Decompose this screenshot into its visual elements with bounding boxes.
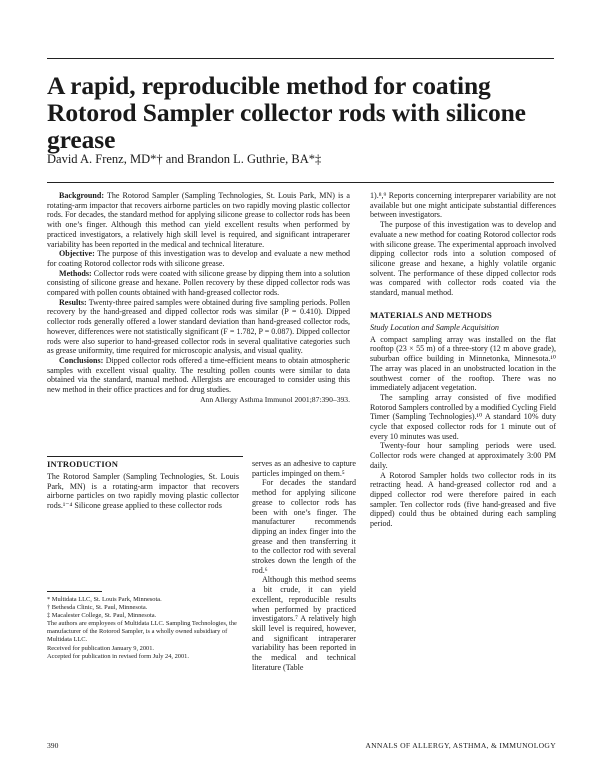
materials-paragraph: A compact sampling array was installed on the flat rooftop (23 × 55 m) of a three-story (12 m above grade), suburban office building in Minnetonka, Minnesota.¹⁰ The array was placed in an unobstructed location in the southwest corner of the rooftop. There was no immediately adjacent vegetation.: [370, 334, 556, 393]
abstract-top-rule: [47, 182, 554, 183]
abstract-objective: Objective: The purpose of this investigation was to develop and evaluate a new method for coating Rotorod collector rods with silicone grease.: [47, 249, 350, 268]
journal-name: ANNALS OF ALLERGY, ASTHMA, & IMMUNOLOGY: [365, 741, 556, 750]
middle-paragraph: serves as an adhesive to capture particles impinged on them.⁵: [252, 459, 356, 478]
top-rule: [47, 58, 554, 59]
middle-paragraph: Although this method seems a bit crude, it can yield excellent, reproducible results when performed by practiced investigators.⁷ A relatively high skill level is required, however, and significant intraperarer variability has been reported in the medical and technical literature (Table: [252, 575, 356, 672]
right-paragraph: 1).⁸,⁹ Reports concerning interpreparer variability are not available but one might anticipate substantial differences between investigators.: [370, 191, 556, 220]
materials-paragraph: The sampling array consisted of five modified Rotorod Samplers controlled by a modified Cycling Field Timer (Sampling Technologies).¹⁰ A standard 10% duty cycle that exposed collector rods for 1 minute out of every 10 minutes was used.: [370, 392, 556, 441]
intro-paragraph: The Rotorod Sampler (Sampling Technologies, St. Louis Park, MN) is a rotating-arm impactor that recovers airborne particles on two rapidly moving plastic collector rods.¹⁻⁴ Silicone grease applied to these collector rods: [47, 472, 239, 511]
journal-citation: Ann Allergy Asthma Immunol 2001;87:390–393.: [200, 394, 350, 404]
footnote: Accepted for publication in revised form July 24, 2001.: [47, 652, 189, 660]
abstract-methods: Methods: Collector rods were coated with silicone grease by dipping them into a solution consisting of silicone grease and hexane. Pollen recovery by these dipped collector rods was compared with pollen counts obtained with hand-greased collector rods.: [47, 268, 350, 298]
abstract-conclusions: Conclusions: Dipped collector rods offered a time-efficient means to obtain atmospheric samples with excellent visual quality. The resulting pollen counts were similar to data obtained via the standard, manual method. Allergists are encouraged to consider using this new method in their office practices and for drug studies.: [47, 355, 350, 395]
right-paragraph: The purpose of this investigation was to develop and evaluate a new method for coating Rotorod collector rods with silicone grease. The experimental approach involved dipping collector rods into a solution composed of silicone grease and hexane, a highly volatile organic solvent. The performance of these dipped collector rods was compared with collector rods coated via the standard, manual method.: [370, 220, 556, 298]
footnote: † Bethesda Clinic, St. Paul, Minnesota.: [47, 604, 148, 612]
intro-rule: [47, 456, 243, 457]
section-heading-materials: MATERIALS AND METHODS: [370, 309, 492, 320]
abstract: [47, 191, 350, 404]
footnote: * Multidata LLC, St. Louis Park, Minnesota.: [47, 596, 162, 603]
abstract-results: Results: Twenty-three paired samples were obtained during five sampling periods. Pollen recovery by the hand-greased and dipped collector rods was similar (P = 0.410). Dipped collector rods generally offered a lower standard deviation than hand-greased collector rods, however, differences were not statistically significant (F = 1.782, P = 0.087). Dipped collector rods were also superior to hand-greased collector rods in several qualitative categories such as grease uniformity, time required for microscopic analysis, and visual quality.: [47, 297, 350, 356]
footnote: ‡ Macalester College, St. Paul, Minnesota.: [47, 612, 157, 620]
materials-paragraph: A Rotorod Sampler holds two collector rods in its retracting head. A hand-greased collector rod and a dipped collector rod were therefore paired in each sampler. Ten collector rods (five hand-greased and five dipped) could thus be obtained during each sampling period.: [370, 470, 556, 529]
middle-paragraph: For decades the standard method for applying silicone grease to collector rods has been with one’s finger. The manufacturer recommends dipping an index finger into the grease and then transferring it to the collector rod with several strokes down the length of the rod.⁶: [252, 478, 356, 575]
left-column: [47, 459, 239, 511]
footnote-rule: [47, 591, 102, 592]
page-number: 390: [47, 741, 59, 750]
author-line: David A. Frenz, MD*† and Brandon L. Guthrie, BA*‡: [47, 152, 322, 166]
footnotes: [47, 596, 239, 661]
abstract-background: Background: The Rotorod Sampler (Sampling Technologies, St. Louis Park, MN) is a rotating-arm impactor that recovers airborne particles on two rapidly moving plastic collector rods. For decades, the standard method for applying silicone grease to collector rods has been with one’s finger. Although this method can yield excellent results when performed by practiced investigators, a relatively high skill level is required, and significant intraperarer variability has been reported in the medical and technical literature.: [47, 191, 350, 249]
footnote: Received for publication January 9, 2001.: [47, 644, 155, 652]
article-title: A rapid, reproducible method for coating Rotorod Sampler collector rods with silicone grease: [47, 71, 526, 154]
section-heading-introduction: INTRODUCTION: [47, 459, 119, 469]
right-column: [370, 191, 556, 529]
footnote: The authors are employees of Multidata LLC. Sampling Technologies, the manufacturer of the Rotorod Sampler, is a wholly owned subsidiary of Multidata LLC.: [47, 620, 237, 644]
middle-column: [252, 459, 356, 672]
subheading-study-location: Study Location and Sample Acquisition: [370, 322, 500, 332]
materials-paragraph: Twenty-four hour sampling periods were used. Collector rods were changed at approximately 3:00 PM daily.: [370, 441, 556, 470]
